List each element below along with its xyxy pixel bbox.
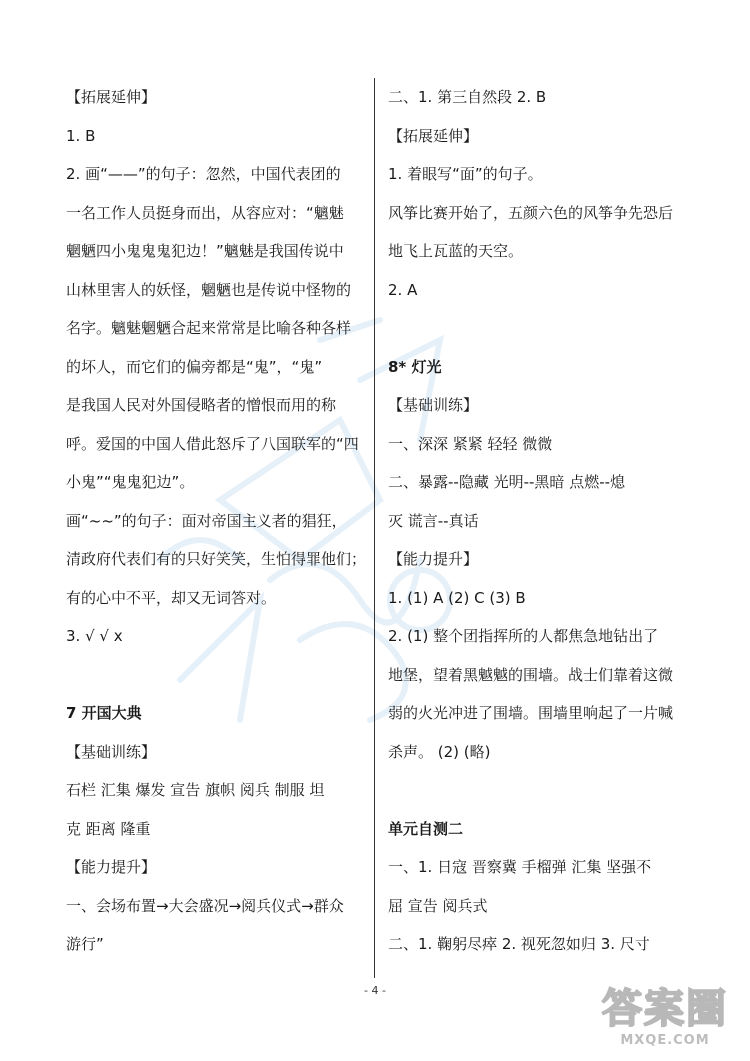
answer-line: 二、1. 第三自然段 2. B [388,88,547,106]
answer-line: 名字。魑魅魍魉合起来常常是比喻各种各样 [66,319,352,337]
extension-heading: 【拓展延伸】 [388,126,479,145]
left-column [66,78,366,964]
answer-line: 画“~~”的句子：面对帝国主义者的猖狂， [66,511,347,530]
lesson-title: 8* 灯光 [388,357,442,376]
answer-line: 呼。爱国的中国人借此怒斥了八国联军的“四 [66,434,359,453]
answer-line: 屈 宣告 阅兵式 [388,896,488,915]
answer-line: 1. B [66,126,96,145]
answer-line: 小鬼”“鬼鬼犯边”。 [66,473,195,491]
basic-training-heading: 【基础训练】 [66,742,157,761]
answer-line: 地飞上瓦蓝的天空。 [388,242,524,260]
answer-line: 石栏 汇集 爆发 宣告 旗帜 阅兵 制服 坦 [66,781,325,799]
answer-line: 的坏人，而它们的偏旁都是“鬼”，“鬼” [66,357,323,376]
lesson-title: 7 开国大典 [66,704,142,722]
logo-url: MXQE.COM [620,1033,710,1048]
answer-line: 3. √ √ x [66,627,123,645]
answer-line: 游行” [66,935,104,953]
right-column [388,78,688,964]
answer-line: 克 距离 隆重 [66,819,151,838]
site-logo [590,985,740,1053]
extension-heading: 【拓展延伸】 [66,88,157,106]
answer-line: 魍魉四小鬼鬼鬼犯边！”魑魅是我国传说中 [66,242,344,260]
ability-heading: 【能力提升】 [66,858,157,876]
answer-line: 有的心中不平，却又无词答对。 [66,588,277,607]
answer-line: 山林里害人的妖怪，魍魉也是传说中怪物的 [66,280,352,299]
answer-line: 一、会场布置→大会盛况→阅兵仪式→群众 [66,896,344,915]
answer-line: 是我国人民对外国侵略者的憎恨而用的称 [66,396,337,414]
answer-line: 灭 谎言--真话 [388,511,479,530]
logo-text: 答案圈 [602,986,728,1032]
answer-line: 1. 着眼写“面”的句子。 [388,165,543,183]
column-divider [374,78,375,978]
answer-line: 2. (1) 整个团指挥所的人都焦急地钻出了 [388,627,659,645]
answer-line: 一名工作人员挺身而出，从容应对：“魑魅 [66,203,344,222]
answer-line: 弱的火光冲进了围墙。围墙里响起了一片喊 [388,704,674,722]
answer-line: 一、1. 日寇 晋察冀 手榴弹 汇集 坚强不 [388,858,652,876]
answer-line: 2. 画“——”的句子：忽然，中国代表团的 [66,165,341,183]
answer-line: 二、1. 鞠躬尽瘁 2. 视死忽如归 3. 尺寸 [388,935,650,953]
unit-test-title: 单元自测二 [388,819,464,838]
answer-line: 风筝比赛开始了，五颜六色的风筝争先恐后 [388,203,674,222]
ability-heading: 【能力提升】 [388,550,479,568]
answer-line: 地堡，望着黑魆魆的围墙。战士们靠着这微 [388,665,674,684]
basic-training-heading: 【基础训练】 [388,396,479,414]
page-number: - 4 - [364,984,386,997]
answer-line: 二、暴露--隐藏 光明--黑暗 点燃--熄 [388,473,626,491]
answer-line: 2. A [388,280,418,299]
answer-line: 杀声。 (2) (略) [388,742,491,761]
answer-line: 清政府代表们有的只好笑笑，生怕得罪他们； [66,550,366,568]
answer-line: 一、深深 紧紧 轻轻 微微 [388,434,553,453]
answer-line: 1. (1) A (2) C (3) B [388,588,526,607]
